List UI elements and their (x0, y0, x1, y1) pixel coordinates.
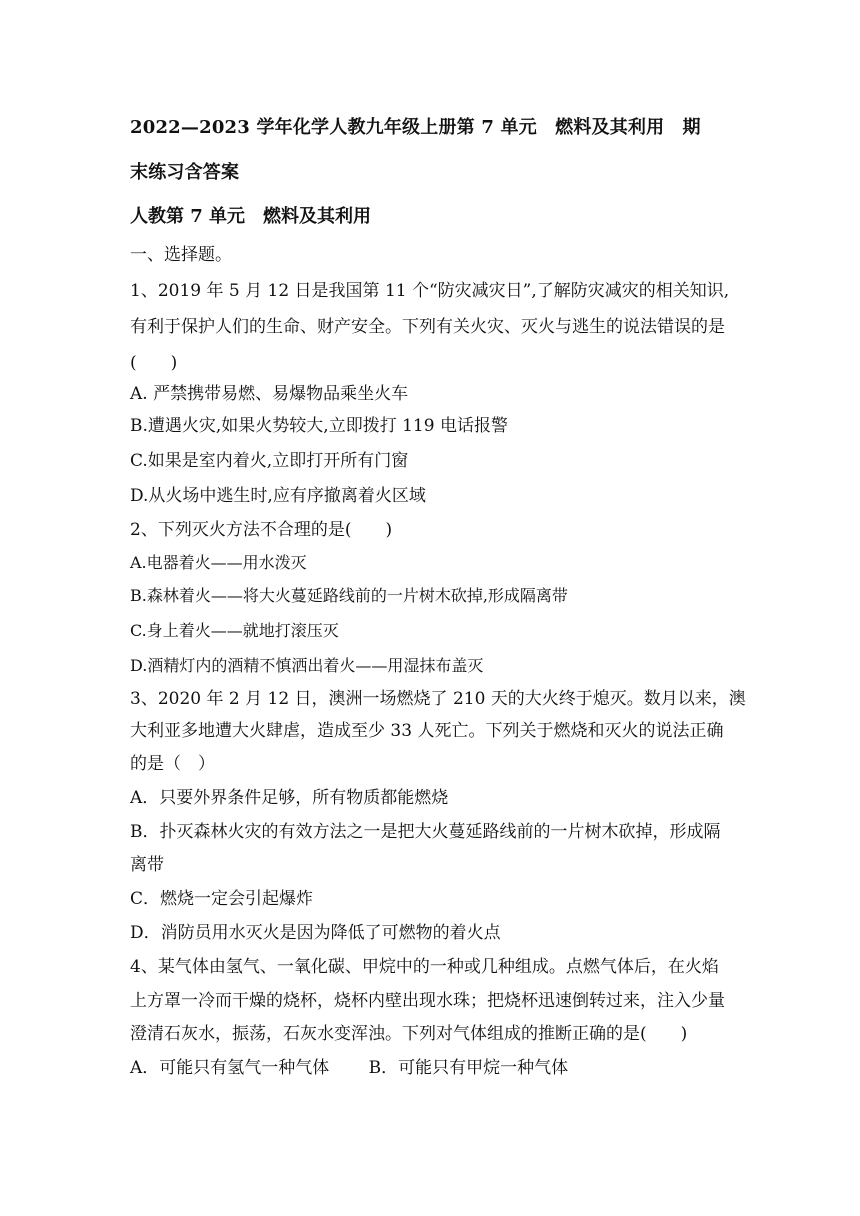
q3-option-b-line-2: 离带 (130, 855, 164, 875)
q3-option-c: C．燃烧一定会引起爆炸 (130, 889, 314, 909)
section-heading: 一、选择题。 (130, 245, 232, 265)
doc-title-line-1: 2022—2023 学年化学人教九年级上册第 7 单元 燃料及其利用 期 (130, 117, 701, 138)
q1-option-d: D.从火场中逃生时,应有序撤离着火区域 (130, 486, 426, 506)
q3-stem-line-3: 的是（ ） (130, 754, 215, 774)
q1-stem-line-2: 有利于保护人们的生命、财产安全。下列有关火灾、灭火与逃生的说法错误的是 (130, 317, 725, 337)
q4-stem-line-2: 上方罩一冷而干燥的烧杯，烧杯内壁出现水珠；把烧杯迅速倒转过来，注入少量 (130, 991, 725, 1011)
q1-stem-line-3: ( ) (130, 353, 178, 373)
q4-stem-line-3: 澄清石灰水，振荡，石灰水变浑浊。下列对气体组成的推断正确的是( ) (130, 1024, 688, 1044)
q2-option-b: B.森林着火——将大火蔓延路线前的一片树木砍掉,形成隔离带 (130, 586, 568, 605)
q2-option-d: D.酒精灯内的酒精不慎洒出着火——用湿抹布盖灭 (130, 656, 484, 675)
q2-stem: 2、下列灭火方法不合理的是( ) (130, 520, 393, 540)
q1-stem-line-1: 1、2019 年 5 月 12 日是我国第 11 个“防灾减灾日”,了解防灾减灾的相关知识, (130, 281, 730, 301)
q3-option-b-line-1: B．扑灭森林火灾的有效方法之一是把大火蔓延路线前的一片树木砍掉，形成隔 (130, 822, 721, 842)
q1-option-c: C.如果是室内着火,立即打开所有门窗 (130, 451, 409, 471)
q3-stem-line-1: 3、2020 年 2 月 12 日，澳洲一场燃烧了 210 天的大火终于熄灭。数月以来，澳 (130, 689, 746, 709)
doc-title-line-2: 末练习含答案 (130, 162, 240, 183)
q3-stem-line-2: 大利亚多地遭大火肆虐，造成至少 33 人死亡。下列关于燃烧和灭火的说法正确 (130, 721, 724, 741)
q1-option-a: A. 严禁携带易燃、易爆物品乘坐火车 (130, 384, 409, 404)
unit-subtitle: 人教第 7 单元 燃料及其利用 (130, 206, 372, 227)
q4-stem-line-1: 4、某气体由氢气、一氧化碳、甲烷中的一种或几种组成。点燃气体后，在火焰 (130, 957, 719, 977)
q3-option-d: D．消防员用水灭火是因为降低了可燃物的着火点 (130, 923, 501, 943)
q3-option-a: A．只要外界条件足够，所有物质都能燃烧 (130, 788, 449, 808)
q4-options-a-b: A．可能只有氢气一种气体 B．可能只有甲烷一种气体 (130, 1058, 569, 1078)
q1-option-b: B.遭遇火灾,如果火势较大,立即拨打 119 电话报警 (130, 416, 508, 436)
q2-option-a: A.电器着火——用水泼灭 (130, 553, 307, 572)
q2-option-c: C.身上着火——就地打滚压灭 (130, 621, 339, 640)
